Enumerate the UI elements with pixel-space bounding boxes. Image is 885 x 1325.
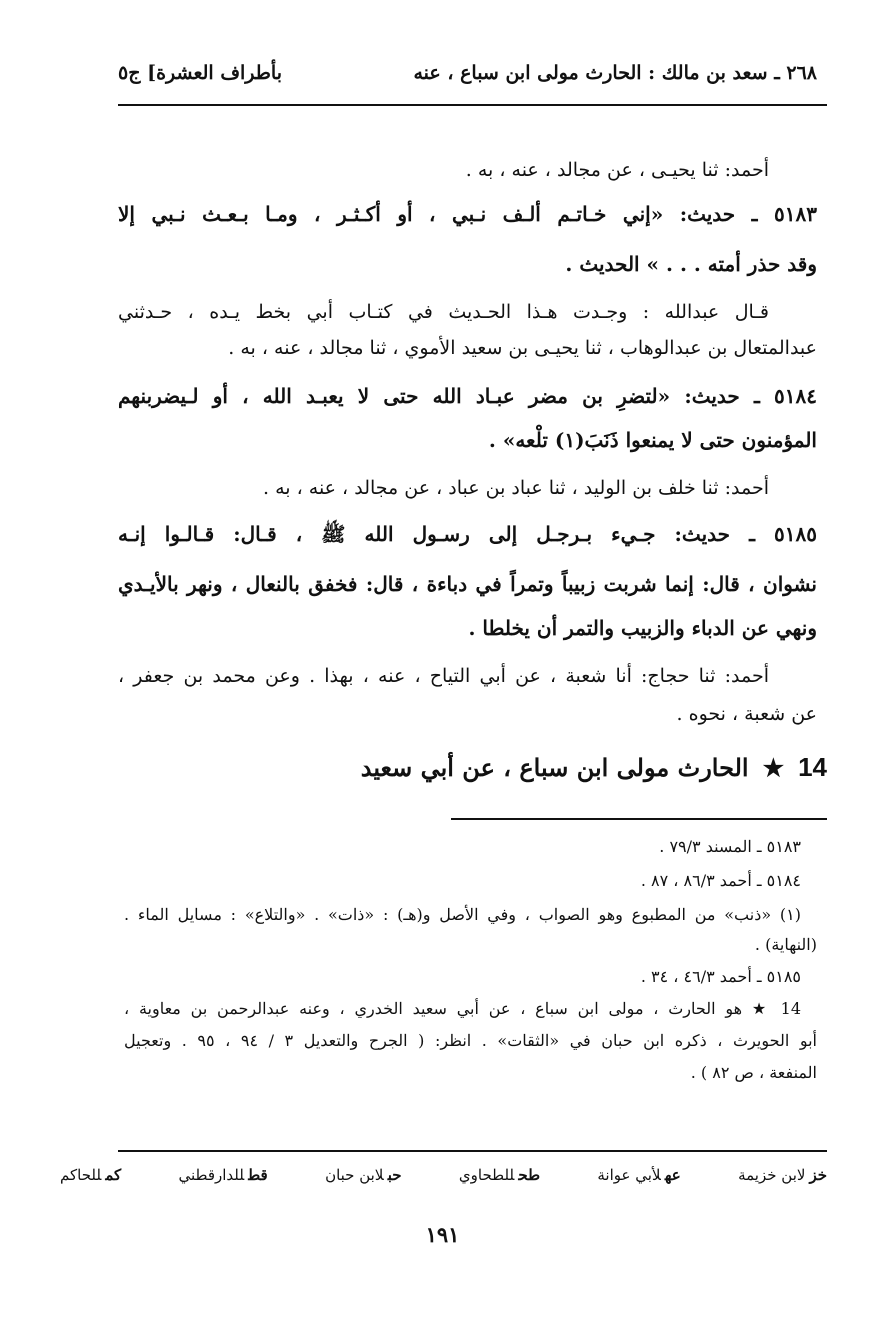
narration-line: أحمد: ثنا خلف بن الوليد ، ثنا عباد بن عباد ، عن مجالد ، عنه ، به .: [263, 477, 769, 499]
footnote: ٥١٨٥ ـ أحمد ٤٦/٣ ، ٣٤ .: [640, 967, 801, 986]
narration-line: أحمد: ثنا يحيـى ، عن مجالد ، عنه ، به .: [465, 159, 769, 181]
running-header-book: بأطراف العشرة] ج٥: [118, 62, 282, 84]
abbreviation-item: عهلأبي عوانة: [597, 1166, 681, 1184]
hadith-5183-line-2: وقد حذر أمته . . . » الحديث .: [565, 252, 817, 276]
abbreviations-key: [60, 1166, 827, 1184]
hadith-5184-line-2: المؤمنون حتى لا يمنعوا ذَنَبَ(١) تلْعه» .: [488, 428, 817, 452]
footnote: ٥١٨٣ ـ المسند ٧٩/٣ .: [659, 837, 801, 856]
abbreviation-item: طحللطحاوي: [458, 1166, 541, 1184]
footnote: أبو الحويرث ، ذكره ابن حبان في «الثقات» . انظر: ( الجرح والتعديل ٣ / ٩٤ ، ٩٥ . وتعجيل: [124, 1031, 817, 1050]
footnote: (النهاية) .: [754, 935, 817, 954]
hadith-5183-line-1: ٥١٨٣ ـ حديث: «إني خـاتـم ألـف نـبي ، أو أكـثـر ، ومـا بـعـث نـبي إلا: [118, 202, 817, 226]
running-header-title: ٢٦٨ ـ سعد بن مالك : الحارث مولى ابن سباع ، عنه: [413, 62, 817, 84]
abbreviation-item: كمللحاكم: [60, 1166, 122, 1184]
footnote-separator: [451, 818, 827, 820]
footnote: المنفعة ، ص ٨٢ ) .: [690, 1063, 817, 1082]
star-icon: ★: [762, 753, 785, 782]
section-title: الحارث مولى ابن سباع ، عن أبي سعيد: [360, 753, 749, 782]
abdullah-note-line-2: عبدالمتعال بن عبدالوهاب ، ثنا يحيـى بن سعيد الأموي ، ثنا مجالد ، عنه ، به .: [228, 337, 817, 359]
hadith-5184-line-1: ٥١٨٤ ـ حديث: «لتضرِ بن مضر عبـاد الله حتى لا يعبـد الله ، أو لـيضربنهم: [118, 384, 817, 408]
hadith-5185-line-3: ونهي عن الدباء والزبيب والتمر أن يخلطا .: [468, 616, 817, 640]
footnote: 14 ★ هو الحارث ، مولى ابن سباع ، عن أبي سعيد الخدري ، وعنه عبدالرحمن بن معاوية ،: [124, 999, 801, 1018]
hadith-5185-line-1: ٥١٨٥ ـ حديث: جـيء بـرجـل إلى رسـول الله ﷺ ، قـال: قـالـوا إنـه: [118, 522, 817, 546]
abdullah-note-line-1: قـال عبدالله : وجـدت هـذا الحـديث في كتـاب أبي بخط يـده ، حـدثني: [118, 301, 769, 323]
narration-line: عن شعبة ، نحوه .: [676, 703, 817, 725]
page-number: ١٩١: [425, 1222, 460, 1247]
abbreviation-item: قطللدارقطني: [178, 1166, 268, 1184]
footnote: ٥١٨٤ ـ أحمد ٨٦/٣ ، ٨٧ .: [640, 871, 801, 890]
section-number: 14: [798, 752, 827, 782]
abbreviations-rule: [118, 1150, 827, 1152]
section-heading: [361, 752, 827, 783]
abbreviation-item: حبلابن حبان: [325, 1166, 402, 1184]
narration-line: أحمد: ثنا حجاج: أنا شعبة ، عن أبي التياح ، عنه ، بهذا . وعن محمد بن جعفر ،: [118, 665, 769, 687]
hadith-5185-line-2: نشوان ، قال: إنما شربت زبيباً وتمراً في دباءة ، قال: فخفق بالنعال ، ونهر بالأيـدي: [118, 572, 817, 596]
header-rule: [118, 104, 827, 106]
abbreviation-item: خزلابن خزيمة: [738, 1166, 827, 1184]
footnote: (١) «ذنب» من المطبوع وهو الصواب ، وفي الأصل و(هـ) : «ذات» . «والتلاع» : مسايل الماء .: [124, 905, 801, 924]
